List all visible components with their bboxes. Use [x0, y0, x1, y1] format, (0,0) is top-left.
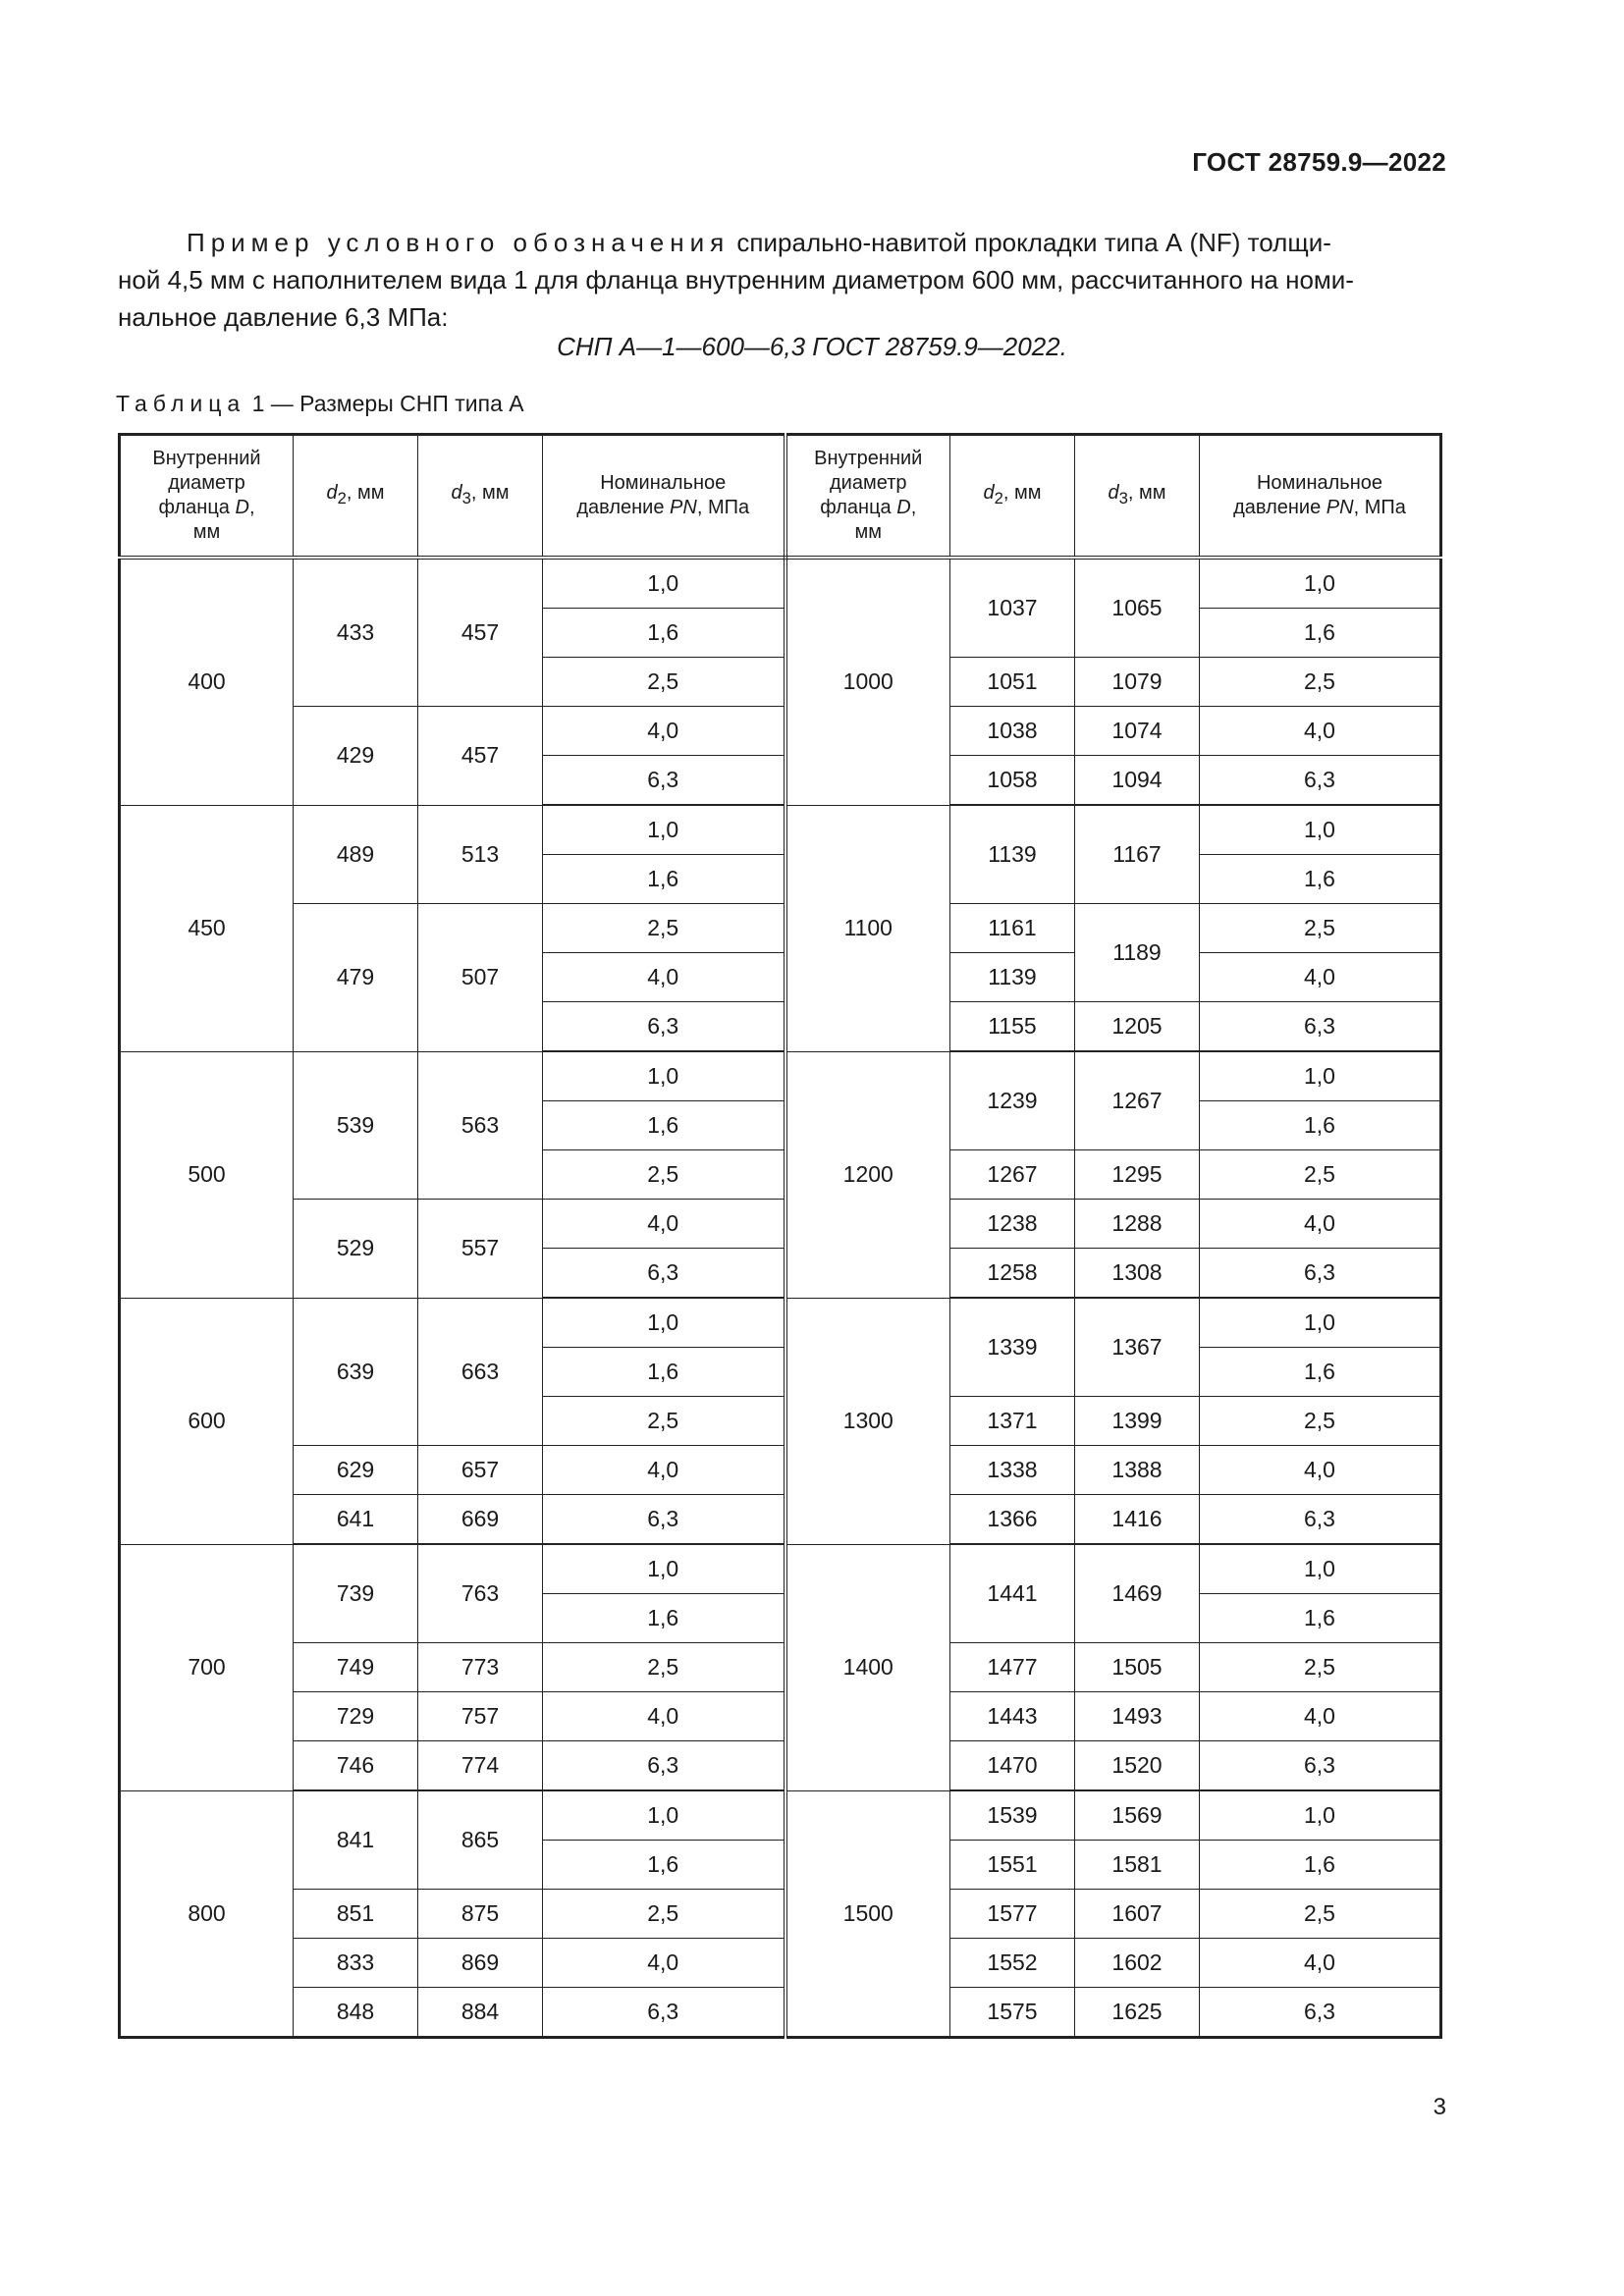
d2-cell: 641: [294, 1495, 418, 1545]
d3-cell: 884: [418, 1988, 543, 2038]
pressure-cell: 4,0: [543, 1692, 785, 1741]
pressure-cell: 1,0: [1200, 1544, 1441, 1594]
pressure-cell: 2,5: [543, 658, 785, 707]
d3-cell: 1399: [1075, 1397, 1200, 1446]
pressure-cell: 1,6: [543, 609, 785, 658]
pressure-cell: 2,5: [543, 1150, 785, 1200]
d3-cell: 1388: [1075, 1446, 1200, 1495]
table-row: [120, 1200, 1441, 1249]
d3-cell: 1189: [1075, 904, 1200, 1002]
pressure-cell: 6,3: [543, 1495, 785, 1545]
table-row: [120, 1298, 1441, 1348]
pressure-cell: 2,5: [543, 1643, 785, 1692]
inner-diameter-cell: 400: [120, 558, 294, 805]
pressure-cell: 1,6: [543, 1101, 785, 1150]
pressure-cell: 6,3: [543, 1249, 785, 1299]
d2-cell: 1443: [950, 1692, 1075, 1741]
pressure-cell: 1,0: [1200, 805, 1441, 855]
header-inner-diameter-left: Внутренний диаметр фланца D, мм: [120, 435, 294, 559]
inner-diameter-cell: 700: [120, 1544, 294, 1790]
d3-cell: 875: [418, 1890, 543, 1939]
pressure-cell: 2,5: [543, 1890, 785, 1939]
gasket-size-table: [118, 433, 1442, 2039]
d2-cell: 1238: [950, 1200, 1075, 1249]
header-pressure-right: Номинальное давление PN, МПа: [1200, 435, 1441, 559]
pressure-cell: 2,5: [543, 904, 785, 953]
pressure-cell: 1,6: [1200, 1101, 1441, 1150]
d2-cell: 851: [294, 1890, 418, 1939]
d2-cell: 1058: [950, 756, 1075, 806]
pressure-cell: 1,0: [1200, 1790, 1441, 1841]
d2-cell: 1267: [950, 1150, 1075, 1200]
table-row: [120, 1939, 1441, 1988]
pressure-cell: 6,3: [543, 1741, 785, 1791]
d2-cell: 1577: [950, 1890, 1075, 1939]
d2-cell: 1258: [950, 1249, 1075, 1299]
d3-cell: 774: [418, 1741, 543, 1791]
table-row: [120, 558, 1441, 609]
inner-diameter-cell: 450: [120, 805, 294, 1051]
pressure-cell: 1,0: [543, 1051, 785, 1101]
d3-cell: 507: [418, 904, 543, 1052]
inner-diameter-cell: 1500: [785, 1790, 950, 2038]
pressure-cell: 1,6: [543, 1841, 785, 1890]
table-row: [120, 1692, 1441, 1741]
d3-cell: 1469: [1075, 1544, 1200, 1643]
d2-cell: 1051: [950, 658, 1075, 707]
d2-cell: 729: [294, 1692, 418, 1741]
table-caption: [116, 391, 524, 417]
table-caption-rest: 1 — Размеры СНП типа А: [245, 391, 524, 416]
pressure-cell: 1,0: [543, 1298, 785, 1348]
d2-cell: 433: [294, 558, 418, 707]
inner-diameter-cell: 1300: [785, 1298, 950, 1544]
d3-cell: 1505: [1075, 1643, 1200, 1692]
d3-cell: 1581: [1075, 1841, 1200, 1890]
table-row: [120, 1495, 1441, 1545]
d3-cell: 1074: [1075, 707, 1200, 756]
d3-cell: 1167: [1075, 805, 1200, 904]
pressure-cell: 6,3: [543, 1002, 785, 1052]
table-row: [120, 707, 1441, 756]
inner-diameter-cell: 1100: [785, 805, 950, 1051]
inner-diameter-cell: 1200: [785, 1051, 950, 1298]
pressure-cell: 1,6: [543, 1594, 785, 1643]
d2-cell: 529: [294, 1200, 418, 1299]
inner-diameter-cell: 500: [120, 1051, 294, 1298]
pressure-cell: 1,6: [543, 855, 785, 904]
inner-diameter-cell: 1400: [785, 1544, 950, 1790]
d2-cell: 1477: [950, 1643, 1075, 1692]
d3-cell: 1295: [1075, 1150, 1200, 1200]
table-row: [120, 1890, 1441, 1939]
d3-cell: 1602: [1075, 1939, 1200, 1988]
d2-cell: 739: [294, 1544, 418, 1643]
pressure-cell: 2,5: [543, 1397, 785, 1446]
pressure-cell: 1,0: [1200, 1298, 1441, 1348]
d3-cell: 663: [418, 1298, 543, 1446]
pressure-cell: 1,0: [543, 558, 785, 609]
example-line-1-rest: спирально-навитой прокладки типа А (NF) толщи-: [730, 228, 1331, 257]
d2-cell: 1366: [950, 1495, 1075, 1545]
table-row: [120, 1741, 1441, 1791]
d3-cell: 1367: [1075, 1298, 1200, 1397]
table-row: [120, 1446, 1441, 1495]
header-d3-right: $d_3$, мм: [1075, 435, 1200, 559]
d2-cell: 489: [294, 805, 418, 904]
d3-cell: 865: [418, 1790, 543, 1890]
pressure-cell: 4,0: [543, 1200, 785, 1249]
pressure-cell: 4,0: [1200, 953, 1441, 1002]
pressure-cell: 1,0: [1200, 558, 1441, 609]
d2-cell: 841: [294, 1790, 418, 1890]
pressure-cell: 2,5: [1200, 1643, 1441, 1692]
d2-cell: 1441: [950, 1544, 1075, 1643]
d2-cell: 1339: [950, 1298, 1075, 1397]
d2-cell: 1139: [950, 805, 1075, 904]
d3-cell: 669: [418, 1495, 543, 1545]
pressure-cell: 1,0: [543, 1790, 785, 1841]
table-row: [120, 1988, 1441, 2038]
d2-cell: 539: [294, 1051, 418, 1200]
d2-cell: 1038: [950, 707, 1075, 756]
pressure-cell: 2,5: [1200, 658, 1441, 707]
pressure-cell: 4,0: [543, 953, 785, 1002]
pressure-cell: 4,0: [1200, 1692, 1441, 1741]
d3-cell: 763: [418, 1544, 543, 1643]
inner-diameter-cell: 800: [120, 1790, 294, 2038]
table-header-row: [120, 435, 1441, 559]
pressure-cell: 6,3: [1200, 1249, 1441, 1299]
pressure-cell: 4,0: [1200, 1446, 1441, 1495]
example-spaced-lead: Пример условного обозначения: [187, 228, 731, 257]
pressure-cell: 1,6: [1200, 609, 1441, 658]
example-paragraph: [118, 224, 1446, 336]
pressure-cell: 1,6: [1200, 1594, 1441, 1643]
d3-cell: 773: [418, 1643, 543, 1692]
pressure-cell: 1,0: [543, 1544, 785, 1594]
table-container: [118, 433, 1442, 2039]
pressure-cell: 6,3: [1200, 756, 1441, 806]
pressure-cell: 2,5: [1200, 1150, 1441, 1200]
d2-cell: 749: [294, 1643, 418, 1692]
table-row: [120, 805, 1441, 855]
pressure-cell: 6,3: [1200, 1988, 1441, 2038]
pressure-cell: 2,5: [1200, 904, 1441, 953]
d3-cell: 457: [418, 707, 543, 806]
d3-cell: 1094: [1075, 756, 1200, 806]
d3-cell: 1625: [1075, 1988, 1200, 2038]
d3-cell: 1493: [1075, 1692, 1200, 1741]
pressure-cell: 1,6: [543, 1348, 785, 1397]
d2-cell: 1552: [950, 1939, 1075, 1988]
page-number: 3: [1433, 2094, 1446, 2120]
d2-cell: 1470: [950, 1741, 1075, 1791]
d3-cell: 563: [418, 1051, 543, 1200]
table-row: [120, 1790, 1441, 1841]
d2-cell: 1155: [950, 1002, 1075, 1052]
pressure-cell: 1,0: [543, 805, 785, 855]
d2-cell: 1338: [950, 1446, 1075, 1495]
table-caption-word: Таблица: [116, 391, 246, 416]
d3-cell: 457: [418, 558, 543, 707]
d3-cell: 1607: [1075, 1890, 1200, 1939]
table-row: [120, 1643, 1441, 1692]
d3-cell: 1569: [1075, 1790, 1200, 1841]
d3-cell: 657: [418, 1446, 543, 1495]
d3-cell: 1079: [1075, 658, 1200, 707]
pressure-cell: 1,6: [1200, 855, 1441, 904]
example-line-2: ной 4,5 мм с наполнителем вида 1 для фланца внутренним диаметром 600 мм, рассчитанного на номи-: [118, 265, 1354, 294]
d3-cell: 1267: [1075, 1051, 1200, 1150]
header-d2-right: $d_2$, мм: [950, 435, 1075, 559]
d3-cell: 869: [418, 1939, 543, 1988]
d3-cell: 1065: [1075, 558, 1200, 658]
d2-cell: 1161: [950, 904, 1075, 953]
pressure-cell: 1,0: [1200, 1051, 1441, 1101]
pressure-cell: 6,3: [1200, 1002, 1441, 1052]
d3-cell: 557: [418, 1200, 543, 1299]
d2-cell: 1575: [950, 1988, 1075, 2038]
header-d2-left: $d_2$, мм: [294, 435, 418, 559]
d2-cell: 639: [294, 1298, 418, 1446]
pressure-cell: 4,0: [543, 1446, 785, 1495]
table-row: [120, 1544, 1441, 1594]
d2-cell: 479: [294, 904, 418, 1052]
pressure-cell: 2,5: [1200, 1890, 1441, 1939]
d3-cell: 1288: [1075, 1200, 1200, 1249]
example-line-3: нальное давление 6,3 МПа:: [118, 302, 449, 332]
document-code: ГОСТ 28759.9—2022: [1192, 147, 1446, 177]
d3-cell: 1205: [1075, 1002, 1200, 1052]
pressure-cell: 2,5: [1200, 1397, 1441, 1446]
d2-cell: 1239: [950, 1051, 1075, 1150]
d3-cell: 513: [418, 805, 543, 904]
d2-cell: 848: [294, 1988, 418, 2038]
d2-cell: 1551: [950, 1841, 1075, 1890]
d2-cell: 1139: [950, 953, 1075, 1002]
d2-cell: 1037: [950, 558, 1075, 658]
pressure-cell: 4,0: [1200, 1939, 1441, 1988]
d3-cell: 757: [418, 1692, 543, 1741]
d2-cell: 629: [294, 1446, 418, 1495]
example-designation: СНП А—1—600—6,3 ГОСТ 28759.9—2022.: [557, 332, 1067, 361]
d3-cell: 1416: [1075, 1495, 1200, 1545]
inner-diameter-cell: 600: [120, 1298, 294, 1544]
pressure-cell: 4,0: [543, 707, 785, 756]
pressure-cell: 4,0: [1200, 1200, 1441, 1249]
header-d3-left: $d_3$, мм: [418, 435, 543, 559]
table-row: [120, 1051, 1441, 1101]
pressure-cell: 1,6: [1200, 1348, 1441, 1397]
example-line-1: [118, 224, 1446, 261]
pressure-cell: 6,3: [543, 756, 785, 806]
d2-cell: 746: [294, 1741, 418, 1791]
d3-cell: 1520: [1075, 1741, 1200, 1791]
d2-cell: 429: [294, 707, 418, 806]
pressure-cell: 6,3: [1200, 1741, 1441, 1791]
header-pressure-left: Номинальное давление PN, МПа: [543, 435, 785, 559]
pressure-cell: 6,3: [1200, 1495, 1441, 1545]
d2-cell: 1371: [950, 1397, 1075, 1446]
pressure-cell: 6,3: [543, 1988, 785, 2038]
d2-cell: 1539: [950, 1790, 1075, 1841]
d2-cell: 833: [294, 1939, 418, 1988]
inner-diameter-cell: 1000: [785, 558, 950, 805]
pressure-cell: 4,0: [543, 1939, 785, 1988]
pressure-cell: 1,6: [1200, 1841, 1441, 1890]
pressure-cell: 4,0: [1200, 707, 1441, 756]
table-row: [120, 904, 1441, 953]
d3-cell: 1308: [1075, 1249, 1200, 1299]
header-inner-diameter-right: Внутренний диаметр фланца D, мм: [785, 435, 950, 559]
